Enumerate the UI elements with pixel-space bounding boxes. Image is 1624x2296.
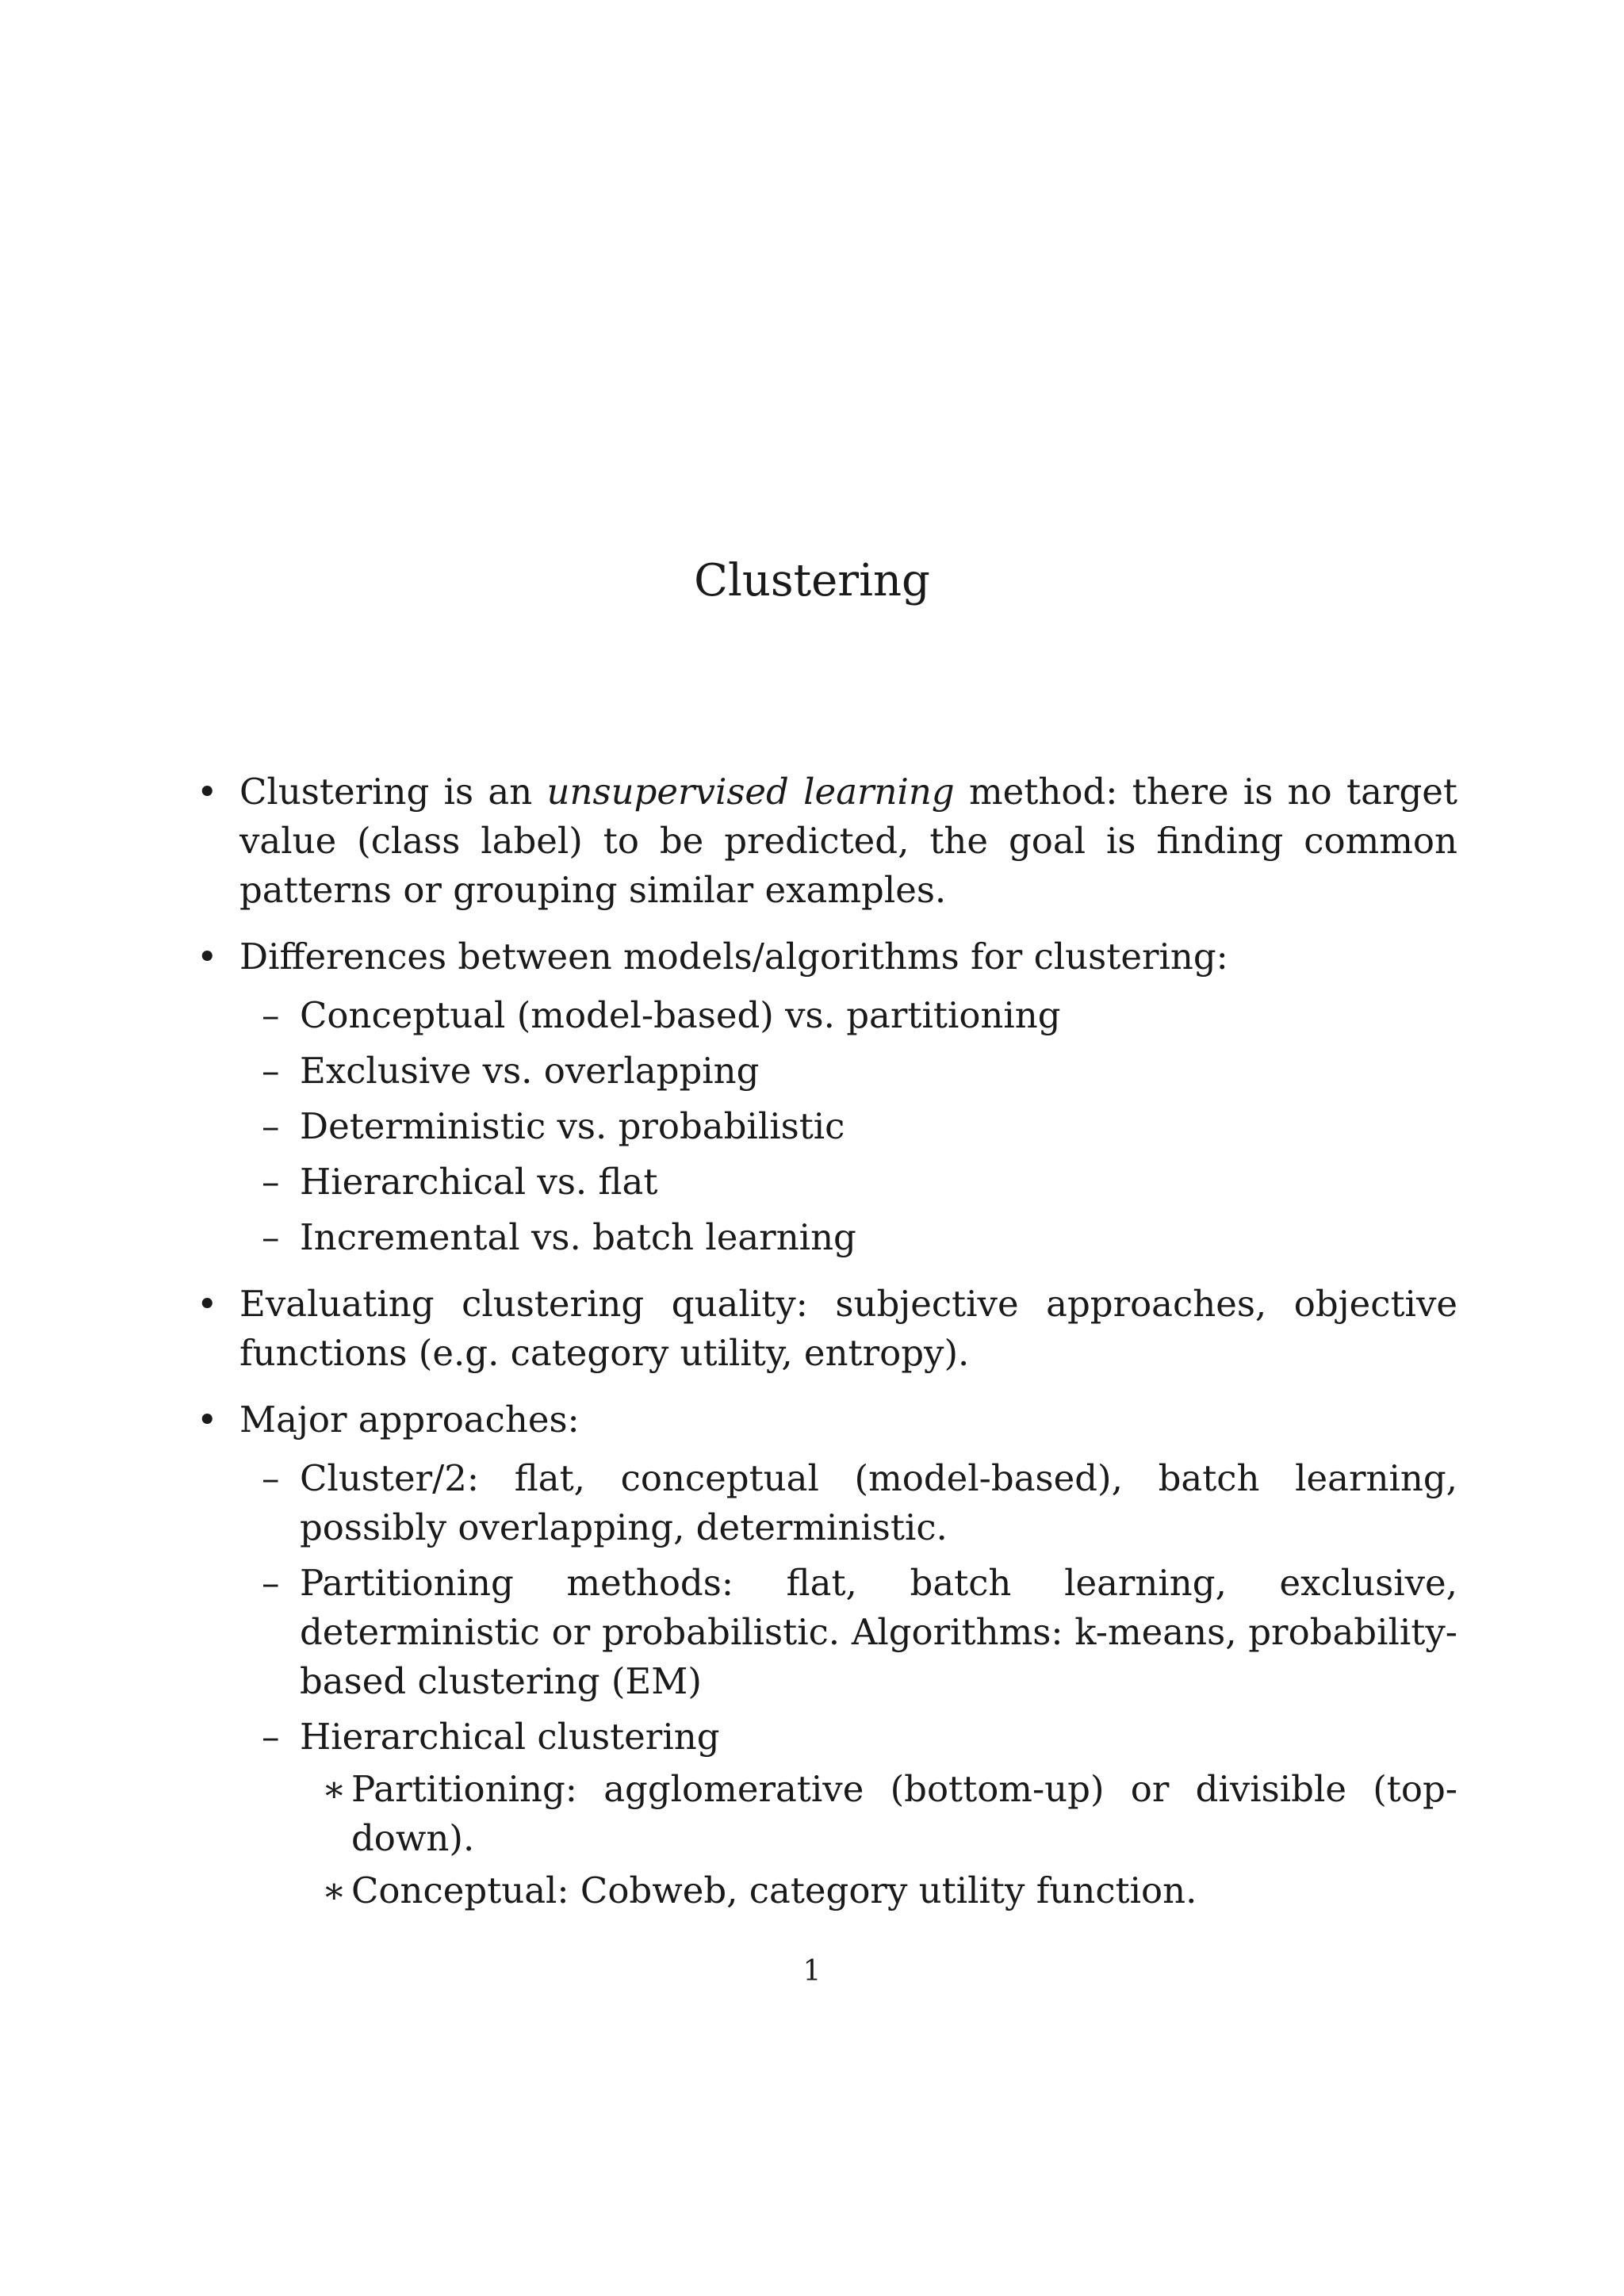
page-number: 1	[802, 1955, 822, 1988]
evaluating-text: Evaluating clustering quality: subjective approaches, objective functions (e.g. category utility, entropy).	[239, 1283, 1457, 1374]
subsub-item-text: Conceptual: Cobweb, category utility function.	[351, 1869, 1197, 1911]
bullet-marker: •	[197, 936, 218, 978]
differences-sublist	[239, 991, 1457, 1262]
sub-item-text: Exclusive vs. overlapping	[300, 1050, 760, 1092]
approaches-text: Major approaches:	[239, 1399, 580, 1441]
subsub-item	[300, 1866, 1457, 1915]
sub-item	[239, 991, 1457, 1040]
sub-item-text: Conceptual (model-based) vs. partitioning	[300, 994, 1061, 1036]
sub-item	[239, 1454, 1457, 1552]
sub-item	[239, 1213, 1457, 1262]
sub-item	[239, 1102, 1457, 1151]
definition-text-pre: Clustering is an	[239, 771, 547, 813]
sub-item	[239, 1047, 1457, 1096]
subsub-item-text: Partitioning: agglomerative (bottom-up) or divisible (top-down).	[351, 1768, 1457, 1859]
sub-item	[239, 1559, 1457, 1706]
sub-item-text: Hierarchical vs. flat	[300, 1161, 658, 1203]
sub-item-text: Cluster/2: flat, conceptual (model-based), batch learning, possibly overlapping, deterministic.	[300, 1457, 1457, 1548]
bullet-item-approaches	[197, 1395, 1457, 1915]
bullet-marker: •	[197, 771, 218, 813]
approaches-sublist	[239, 1454, 1457, 1915]
sub-item-text: Hierarchical clustering	[300, 1716, 720, 1758]
dash-marker: –	[262, 1216, 280, 1258]
hierarchical-sublist	[300, 1765, 1457, 1915]
sub-item	[239, 1712, 1457, 1915]
differences-text: Differences between models/algorithms for clustering:	[239, 936, 1228, 978]
bullet-item-differences	[197, 932, 1457, 1262]
subsub-item	[300, 1765, 1457, 1863]
dash-marker: –	[262, 1716, 280, 1758]
definition-text-post: method: there is no target value (class label) to be predicted, the goal is finding common patterns or grouping similar examples.	[239, 771, 1458, 911]
dash-marker: –	[262, 1562, 280, 1604]
dash-marker: –	[262, 1457, 280, 1499]
star-marker: ∗	[322, 1768, 347, 1810]
bullet-marker: •	[197, 1283, 218, 1325]
sub-item-text: Partitioning methods: flat, batch learning, exclusive, deterministic or probabilistic. Algorithms: k-means, probability-based clustering (EM)	[300, 1562, 1457, 1702]
page-title: Clustering	[694, 555, 930, 607]
bullet-marker: •	[197, 1399, 218, 1441]
content-body	[197, 767, 1457, 1933]
star-marker: ∗	[322, 1869, 347, 1911]
sub-item-text: Incremental vs. batch learning	[300, 1216, 856, 1258]
dash-marker: –	[262, 1161, 280, 1203]
definition-emphasis: unsupervised learning	[546, 771, 955, 813]
bullet-item-evaluating	[197, 1280, 1457, 1378]
dash-marker: –	[262, 1050, 280, 1092]
sub-item-text: Deterministic vs. probabilistic	[300, 1105, 845, 1147]
bullet-item-definition	[197, 767, 1457, 915]
sub-item	[239, 1158, 1457, 1207]
bullet-list	[197, 767, 1457, 1915]
dash-marker: –	[262, 994, 280, 1036]
dash-marker: –	[262, 1105, 280, 1147]
